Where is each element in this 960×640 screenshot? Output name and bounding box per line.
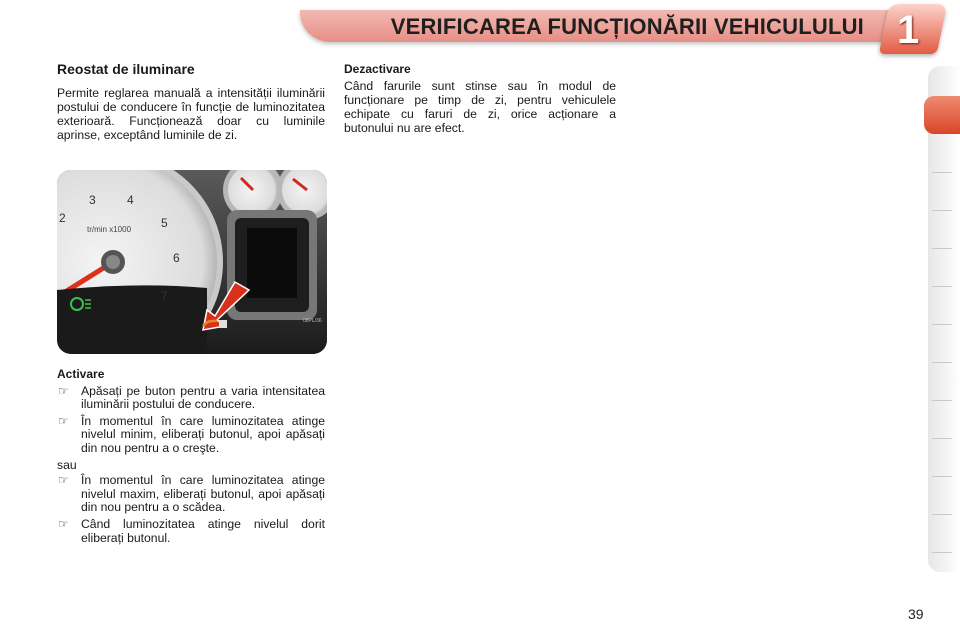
instruction-item <box>57 415 325 456</box>
intro-paragraph: Permite reglarea manuală a intensității iluminării postului de conducere în funcție de luminozitatea exterioară. Funcționează doar cu luminile aprinse, exceptând luminile de zi. <box>57 86 325 142</box>
pointing-hand-icon: ☞ <box>58 413 69 428</box>
chapter-title: VERIFICAREA FUNCȚIONĂRII VEHICULULUI <box>390 14 864 39</box>
pointing-hand-icon: ☞ <box>58 473 69 488</box>
photo-code: 08PL/36 <box>303 318 322 324</box>
instruction-item <box>57 385 325 412</box>
tab-divider <box>932 248 952 249</box>
instruction-item <box>57 518 325 545</box>
instruction-text: Apăsați pe buton pentru a varia intensitatea iluminării postului de conducere. <box>81 383 325 412</box>
tab-divider <box>932 552 952 553</box>
tab-divider <box>932 514 952 515</box>
tab-divider <box>932 172 952 173</box>
pointing-hand-icon: ☞ <box>58 516 69 531</box>
tab-divider <box>932 362 952 363</box>
deactivation-text: Când farurile sunt stinse sau în modul de funcționare pe timp de zi, pentru vehiculele echipate cu faruri de zi, orice acționare a butonului nu are efect. <box>344 79 616 135</box>
section-title: Reostat de iluminare <box>57 61 195 77</box>
deactivation-title: Dezactivare <box>344 62 411 76</box>
tach-number: 3 <box>89 193 96 207</box>
activation-title: Activare <box>57 367 105 381</box>
rheostat-section <box>57 62 325 142</box>
tach-number: 4 <box>127 193 134 207</box>
chapter-tab-rail <box>928 66 960 572</box>
tab-divider <box>932 210 952 211</box>
page-number: 39 <box>908 606 924 622</box>
tab-divider <box>932 438 952 439</box>
tach-number: 7 <box>161 289 168 303</box>
tach-number: 6 <box>173 251 180 265</box>
page-header <box>0 0 960 50</box>
chapter-number: 1 <box>897 8 920 52</box>
instrument-cluster-illustration <box>57 170 327 354</box>
tach-unit-label: tr/min x1000 <box>87 225 132 234</box>
or-label: sau <box>57 457 77 472</box>
tab-divider <box>932 286 952 287</box>
tach-number: 5 <box>161 216 168 230</box>
instruction-text: Când luminozitatea atinge nivelul dorit eliberați butonul. <box>81 516 325 545</box>
instruction-item <box>57 474 325 515</box>
pointing-hand-icon: ☞ <box>58 383 69 398</box>
tab-divider <box>932 476 952 477</box>
tab-divider <box>932 324 952 325</box>
instruction-text: În momentul în care luminozitatea atinge nivelul minim, eliberați butonul, apoi apăsați din nou pentru a o creşte. <box>81 413 325 455</box>
tab-divider <box>932 400 952 401</box>
tach-number: 2 <box>59 211 66 225</box>
instruction-text: În momentul în care luminozitatea atinge nivelul maxim, eliberați butonul, apoi apăsați din nou pentru a o scădea. <box>81 473 325 515</box>
active-chapter-tab[interactable] <box>924 96 960 134</box>
deactivation-section <box>344 62 616 135</box>
activation-section <box>57 368 325 548</box>
instrument-cluster-photo <box>57 170 327 354</box>
